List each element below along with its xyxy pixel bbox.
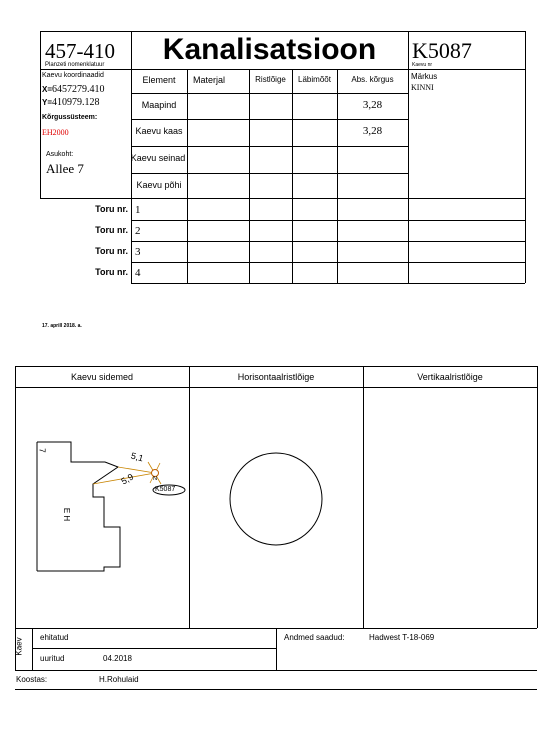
coords-caption: Kaevu koordinaadid <box>42 72 104 79</box>
x-label: X= <box>42 85 53 94</box>
well-cross-section <box>230 453 322 545</box>
header-vertical-section: Vertikaalristlõige <box>417 372 483 382</box>
col-material: Materjal <box>193 75 226 85</box>
card-title: Kanalisatsioon <box>162 33 377 66</box>
location-value: Allee 7 <box>46 161 84 176</box>
pipe-label: Toru nr. <box>95 204 128 214</box>
pipe-number: 4 <box>135 267 141 279</box>
building-outline <box>37 442 120 571</box>
y-label: Y= <box>42 98 53 107</box>
checked-label: uuritud <box>40 654 65 663</box>
north-label: N <box>153 474 158 480</box>
pipe-number: 1 <box>135 204 141 216</box>
sheet-caption: Planzeti nomenklatuur <box>45 62 105 68</box>
connections-sketch <box>15 387 189 628</box>
remark-value: KINNI <box>411 83 434 92</box>
header-connections: Kaevu sidemed <box>70 372 134 382</box>
col-abs-height: Abs. kõrgus <box>351 75 394 84</box>
location-label: Asukoht: <box>46 151 74 158</box>
y-value: 410979.128 <box>52 97 100 108</box>
checked-value: 04.2018 <box>103 654 132 663</box>
house-label: E H <box>62 507 72 522</box>
col-diameter: Läbimõõt <box>298 75 331 84</box>
built-label: ehitatud <box>40 633 69 642</box>
pipe-label: Toru nr. <box>95 246 128 256</box>
row-element: Kaevu kaas <box>135 126 183 136</box>
source-value: Hadwest T-18-069 <box>369 633 435 642</box>
source-label: Andmed saadud: <box>284 633 345 642</box>
col-element: Element <box>142 75 176 85</box>
measure-line <box>118 467 155 473</box>
pipe-number: 2 <box>135 225 141 237</box>
well-caption: Kaevu nr <box>412 62 433 68</box>
dimension-label: 5,9 <box>119 471 136 487</box>
author-label: Koostas: <box>16 675 48 684</box>
row-abs-height: 3,28 <box>362 99 383 111</box>
horizontal-section-drawing <box>189 387 363 628</box>
well-number: K5087 <box>412 38 472 63</box>
date-text: 17. aprill 2018. a. <box>42 323 82 329</box>
x-value: 6457279.410 <box>52 84 105 95</box>
header-horizontal-section: Horisontaalristlõige <box>237 372 315 382</box>
col-cross-section: Ristlõige <box>255 75 286 84</box>
well-label: K5087 <box>155 486 176 493</box>
row-element: Kaevu põhi <box>136 180 182 190</box>
side-length-label: 7 <box>37 448 47 453</box>
dimension-label: 5,1 <box>129 450 145 464</box>
row-element: Kaevu seinad <box>130 153 186 163</box>
height-system-value: EH2000 <box>42 128 69 137</box>
pipe-number: 3 <box>135 246 141 258</box>
row-element: Maapind <box>141 100 177 110</box>
row-abs-height: 3,28 <box>362 125 383 137</box>
col-remark: Märkus <box>411 72 438 81</box>
pipe-label: Toru nr. <box>95 267 128 277</box>
height-system-label: Kõrgussüsteem: <box>42 114 98 121</box>
y-coordinate <box>42 97 100 108</box>
sheet-number: 457-410 <box>45 39 115 63</box>
side-label: Kaev <box>14 637 24 656</box>
author-value: H.Rohulaid <box>99 675 139 684</box>
x-coordinate <box>42 84 105 95</box>
pipe-label: Toru nr. <box>95 225 128 235</box>
